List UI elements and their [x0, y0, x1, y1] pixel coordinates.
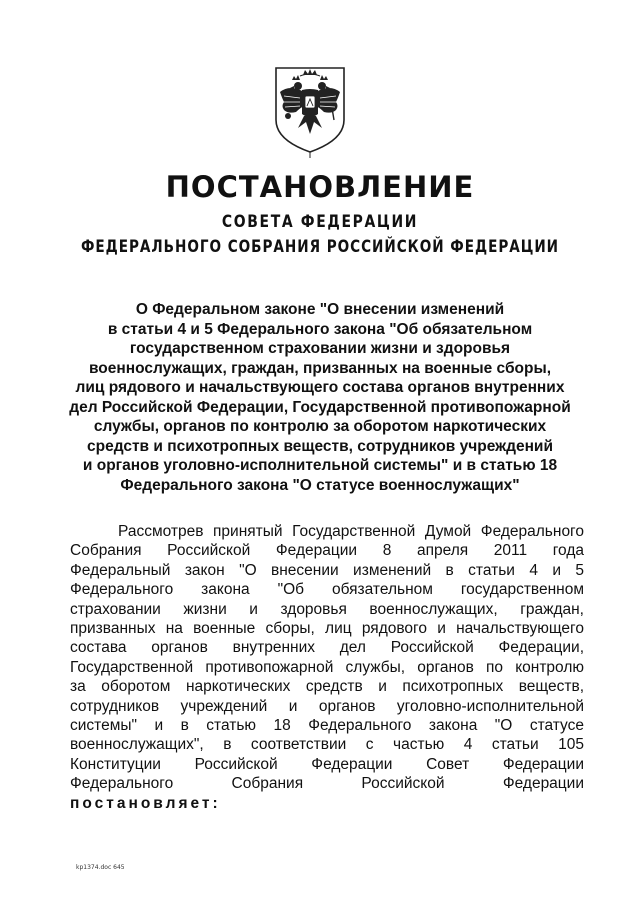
subject-line: службы, органов по контролю за оборотом наркотических — [93, 418, 547, 435]
body-line: Государственной противопожарной службы, органов по контролю — [70, 658, 584, 676]
subject-line: военнослужащих, граждан, призванных на военные сборы, — [88, 359, 552, 377]
coat-of-arms-icon — [270, 62, 350, 158]
body-line: Федерального Собрания Российской Федерации — [70, 775, 584, 793]
subject-line: и органов уголовно-исполнительной системы" и в статью 18 — [82, 457, 558, 474]
resolution-subject — [60, 300, 580, 495]
subject-line: лиц рядового и начальствующего состава органов внутренних — [75, 379, 565, 396]
subject-line: средств и психотропных веществ, сотрудников учреждений — [86, 437, 553, 455]
body-line: Конституции Российской Федерации Совет Федерации — [70, 755, 584, 773]
resolution-verb: постановляет: — [70, 794, 221, 812]
body-line: Рассмотрев принятый Государственной Думой Федерального — [118, 523, 584, 540]
subject-line: в статьи 4 и 5 Федерального закона "Об обязательном — [107, 320, 533, 338]
page-subtitle-council: СОВЕТА ФЕДЕРАЦИИ — [221, 212, 419, 232]
body-line: за оборотом наркотических средств и психотропных веществ, — [70, 678, 584, 696]
body-line: военнослужащих", в соответствии с частью 4 статьи 105 — [70, 736, 584, 754]
subject-line: О Федеральном законе "О внесении изменений — [135, 301, 505, 318]
body-line: Собрания Российской Федерации 8 апреля 2011 года — [70, 542, 584, 560]
subject-line: Федерального закона "О статусе военнослужащих" — [120, 476, 520, 494]
body-line: страховании жизни и здоровья военнослужащих, граждан, — [70, 600, 584, 618]
resolution-body — [70, 522, 584, 813]
body-line: призванных на военные сборы, лиц рядового и начальствующего — [70, 620, 584, 638]
subject-line: государственном страховании жизни и здоровья — [129, 340, 511, 357]
subject-line: дел Российской Федерации, Государственной противопожарной — [69, 398, 571, 416]
body-line: Федеральный закон "О внесении изменений в статьи 4 и 5 — [70, 561, 584, 579]
body-line: системы" и в статью 18 Федерального закона "О статусе — [70, 717, 584, 735]
page-title: ПОСТАНОВЛЕНИЕ — [165, 170, 475, 204]
page-subtitle-assembly: ФЕДЕРАЛЬНОГО СОБРАНИЯ РОССИЙСКОЙ ФЕДЕРАЦИИ — [80, 237, 560, 257]
body-line: Федерального закона "Об обязательном государственном — [70, 581, 584, 599]
document-code: kp1374.doc 645 — [76, 864, 125, 871]
body-line: состава органов внутренних дел Российской Федерации, — [70, 639, 584, 657]
body-line: сотрудников учреждений и органов уголовно-исполнительной — [70, 697, 584, 715]
